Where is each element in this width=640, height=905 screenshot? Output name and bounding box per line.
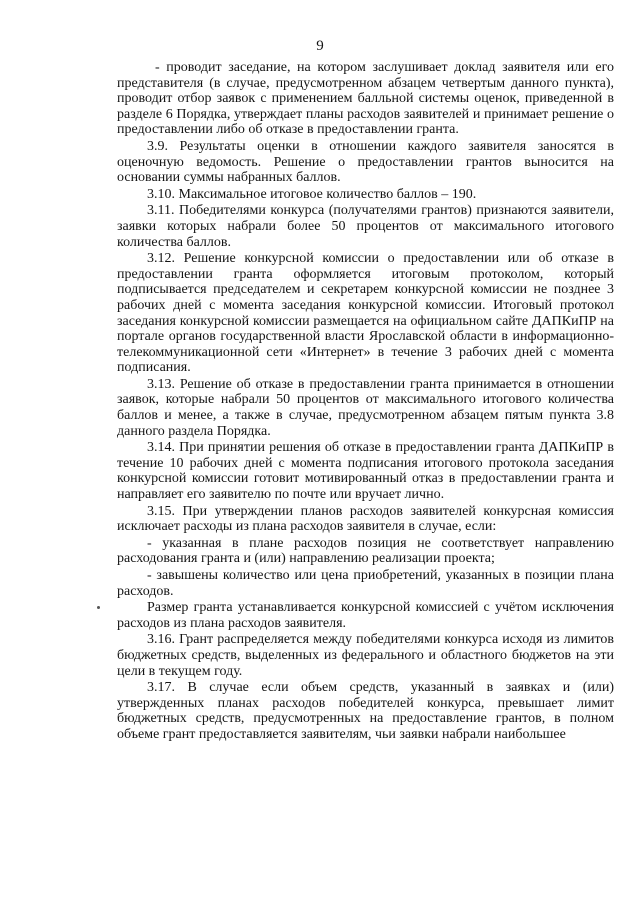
list-item-direction-mismatch: - указанная в плане расходов позиция не соответствует направлению расходования гранта и (или) направлению реализации проекта; bbox=[117, 535, 614, 567]
paragraph-grant-size: Размер гранта устанавливается конкурсной комиссией с учётом исключения расходов из плана расходов заявителя. bbox=[117, 600, 614, 631]
paragraph-3-14: 3.14. При принятии решения об отказе в предоставлении гранта ДАПКиПР в течение 10 рабочих дней с момента подписания итогового протокола заседания конкурсной комиссии готовит мотивированный отказ в предоставлении гранта и направляет его заявителю по почте или вручает лично. bbox=[117, 440, 614, 503]
paragraph-3-11: 3.11. Победителями конкурса (получателями грантов) признаются заявители, заявки которых набрали более 50 процентов от максимального итогового количества баллов. bbox=[117, 203, 614, 250]
document-body bbox=[117, 60, 614, 743]
paragraph-3-9: 3.9. Результаты оценки в отношении каждого заявителя заносятся в оценочную ведомость. Решение о предоставлении грантов выносится на основании суммы набранных баллов. bbox=[117, 138, 614, 186]
paragraph-3-16: 3.16. Грант распределяется между победителями конкурса исходя из лимитов бюджетных средств, выделенных из федерального и областного бюджетов на эти цели в текущем году. bbox=[117, 632, 614, 679]
paragraph-3-10: 3.10. Максимальное итоговое количество баллов – 190. bbox=[147, 186, 477, 202]
paragraph-3-15: 3.15. При утверждении планов расходов заявителей конкурсная комиссия исключает расходы из плана расходов заявителя в случае, если: bbox=[117, 503, 614, 535]
scan-speck bbox=[97, 606, 100, 609]
page-number: 9 bbox=[316, 38, 324, 54]
paragraph-3-12: 3.12. Решение конкурсной комиссии о предоставлении или об отказе в предоставлении гранта оформляется итоговым протоколом, который подписывается председателем и секретарем конкурсной комиссии не позднее 3 рабочих дней с момента заседания конкурсной комиссии. Итоговый протокол заседания конкурсной комиссии размещается на официальном сайте ДАПКиПР на портале органов государственной власти Ярославской области в информационно-телекоммуникационной сети «Интернет» в течение 3 рабочих дней с момента подписания. bbox=[117, 251, 614, 376]
paragraph-3-17: 3.17. В случае если объем средств, указанный в заявках и (или) утвержденных планах расходов победителей конкурса, превышает лимит бюджетных средств, предусмотренных на предоставление грантов, в полном объеме грант предоставляется заявителям, чьи заявки набрали наибольшее bbox=[117, 680, 614, 742]
paragraph-commission-duties: - проводит заседание, на котором заслушивает доклад заявителя или его представителя (в случае, предусмотренном абзацем четвертым данного пункта), проводит отбор заявок с применением балльной системы оценок, приведенной в разделе 6 Порядка, утверждает планы расходов заявителей и принимает решение о предоставлении либо об отказе в предоставлении гранта. bbox=[117, 60, 614, 138]
paragraph-3-13: 3.13. Решение об отказе в предоставлении гранта принимается в отношении заявок, которые набрали 50 процентов от максимального итогового количества баллов и менее, а также в случае, предусмотренном абзацем пятым пункта 3.8 данного раздела Порядка. bbox=[117, 376, 614, 439]
list-item-inflated-price: - завышены количество или цена приобретений, указанных в позиции плана расходов. bbox=[117, 568, 614, 599]
